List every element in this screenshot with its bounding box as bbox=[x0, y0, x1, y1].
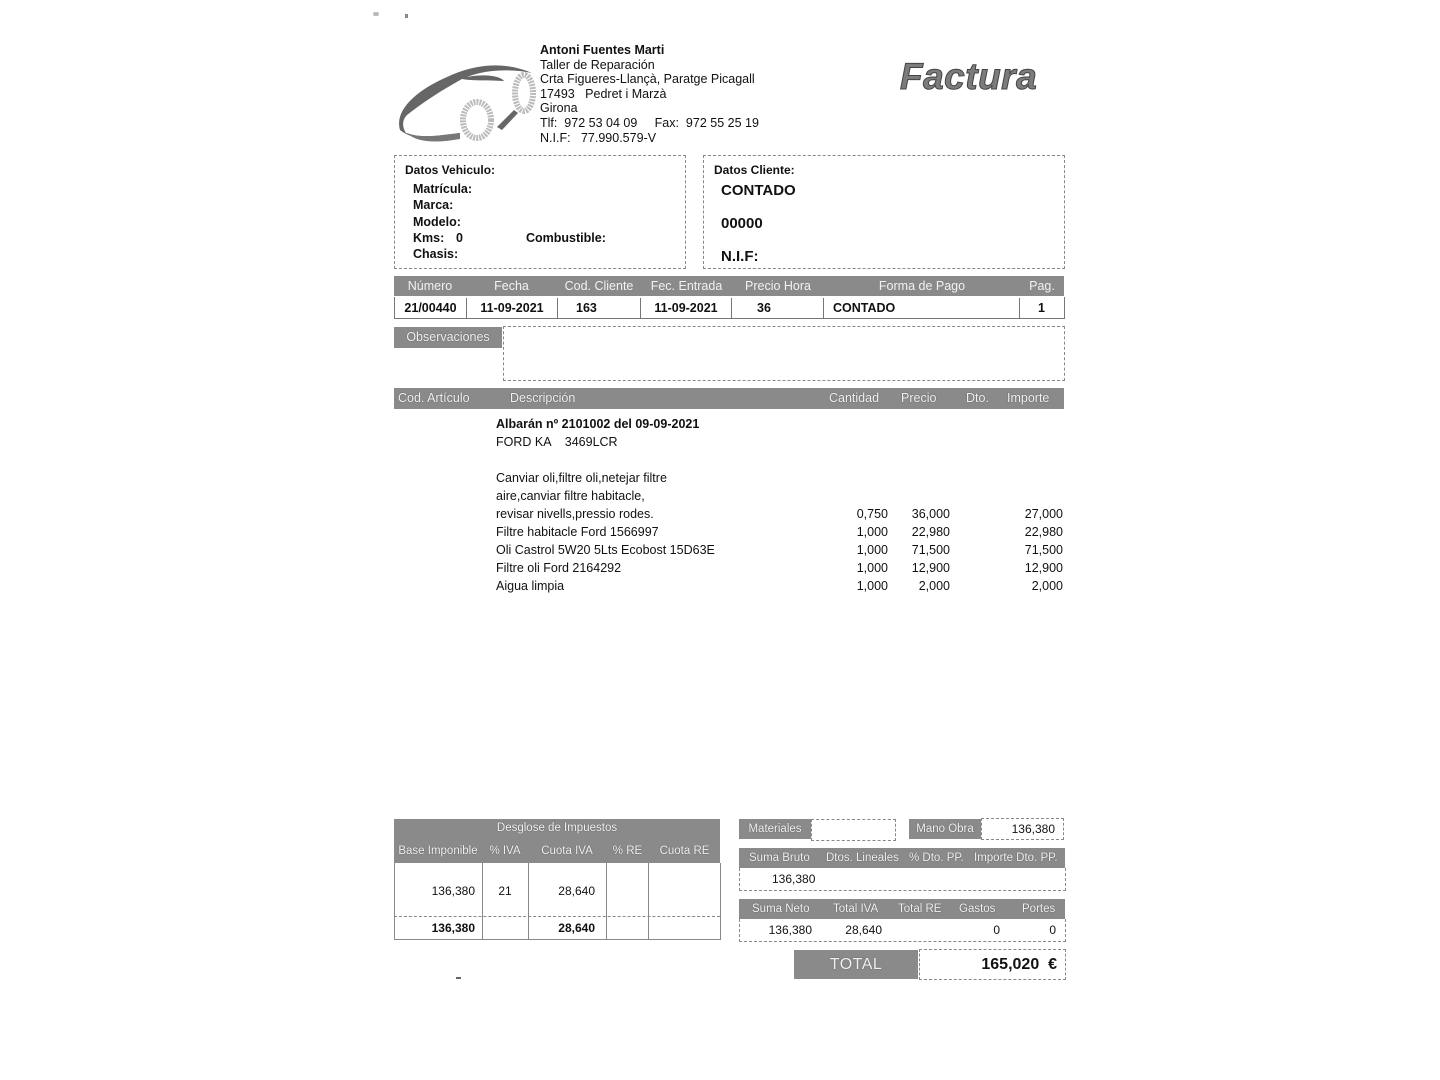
tax-pct-iva: 21 bbox=[498, 884, 512, 898]
value-precio-hora: 36 bbox=[732, 298, 824, 319]
neto-header bbox=[739, 899, 1065, 919]
client-name: CONTADO bbox=[721, 182, 796, 199]
value-cod-cliente: 163 bbox=[558, 298, 641, 319]
observaciones-label: Observaciones bbox=[394, 327, 502, 348]
header-cuota-re: Cuota RE bbox=[659, 845, 710, 857]
item-importe: 71,500 bbox=[1024, 543, 1063, 557]
total-iva-value: 28,640 bbox=[845, 923, 882, 937]
item-precio: 12,900 bbox=[911, 561, 950, 575]
header-numero: Número bbox=[407, 279, 453, 293]
header-forma-pago: Forma de Pago bbox=[878, 279, 966, 293]
company-info bbox=[540, 43, 759, 145]
header-pct-iva: % IVA bbox=[489, 845, 521, 857]
item-precio: 22,980 bbox=[911, 525, 950, 539]
header-dtos-lineales: Dtos. Lineales bbox=[826, 852, 899, 864]
scan-speck bbox=[405, 14, 408, 18]
company-postal: 17493 Pedret i Marzà bbox=[540, 86, 667, 101]
header-pct-dto-pp: % Dto. PP. bbox=[909, 852, 964, 864]
company-name: Antoni Fuentes Marti bbox=[540, 43, 665, 57]
divider bbox=[394, 916, 720, 917]
item-importe: 12,900 bbox=[1024, 561, 1063, 575]
header-cuota-iva: Cuota IVA bbox=[541, 845, 593, 857]
total-value: 165,020 € bbox=[919, 949, 1066, 980]
item-cantidad: 1,000 bbox=[856, 579, 888, 593]
modelo-label: Modelo: bbox=[413, 215, 461, 229]
company-phones: Tlf: 972 53 04 09 Fax: 972 55 25 19 bbox=[540, 115, 759, 130]
header-fecha: Fecha bbox=[494, 279, 529, 293]
item-importe: 27,000 bbox=[1024, 507, 1063, 521]
kms-value: 0 bbox=[456, 231, 463, 245]
neto-values bbox=[739, 919, 1066, 942]
item-desc: Oli Castrol 5W20 5Lts Ecobost 15D63E bbox=[496, 543, 715, 557]
header-cod-articulo: Cod. Artículo bbox=[398, 391, 470, 405]
header-importe: Importe bbox=[1007, 391, 1050, 405]
item-precio: 2,000 bbox=[918, 579, 950, 593]
header-suma-neto: Suma Neto bbox=[752, 903, 810, 915]
value-pag: 1 bbox=[1038, 301, 1045, 315]
kms-label: Kms: bbox=[413, 231, 445, 245]
mano-obra-value: 136,380 bbox=[981, 818, 1064, 840]
header-pag: Pag. bbox=[1029, 279, 1055, 293]
bruto-header bbox=[739, 848, 1065, 868]
observaciones-field bbox=[503, 326, 1065, 381]
client-box bbox=[703, 155, 1065, 269]
suma-neto-value: 136,380 bbox=[768, 923, 812, 937]
gastos-value: 0 bbox=[993, 923, 1000, 937]
item-precio: 36,000 bbox=[911, 507, 950, 521]
header-dto: Dto. bbox=[966, 391, 989, 405]
item-cantidad: 1,000 bbox=[856, 561, 888, 575]
item-precio: 71,500 bbox=[911, 543, 950, 557]
header-importe-dto-pp: Importe Dto. PP. bbox=[974, 852, 1058, 864]
item-cantidad: 0,750 bbox=[856, 507, 888, 521]
client-heading: Datos Cliente: bbox=[714, 163, 795, 177]
company-subtitle: Taller de Reparación bbox=[540, 57, 655, 72]
total-label: TOTAL bbox=[794, 950, 918, 979]
header-suma-bruto: Suma Bruto bbox=[749, 852, 810, 864]
value-fecha: 11-09-2021 bbox=[467, 298, 558, 319]
car-logo-icon bbox=[392, 55, 542, 147]
divider bbox=[606, 863, 607, 940]
taxes-header bbox=[394, 819, 720, 863]
matricula-label: Matrícula: bbox=[413, 182, 473, 196]
mano-obra-label: Mano Obra bbox=[909, 819, 981, 839]
materiales-label: Materiales bbox=[739, 819, 811, 839]
vehicle-box bbox=[394, 155, 686, 269]
albaran-line: Albarán nº 2101002 del 09-09-2021 bbox=[496, 417, 700, 431]
value-numero: 21/00440 bbox=[395, 298, 467, 319]
vehicle-heading: Datos Vehiculo: bbox=[405, 163, 496, 177]
company-address: Crta Figueres-Llançà, Paratge Picagall bbox=[540, 72, 755, 87]
header-cod-cliente: Cod. Cliente bbox=[564, 279, 634, 293]
marca-label: Marca: bbox=[413, 198, 454, 212]
header-cantidad: Cantidad bbox=[829, 391, 880, 405]
portes-value: 0 bbox=[1049, 923, 1056, 937]
client-code: 00000 bbox=[721, 215, 763, 232]
header-total-re: Total RE bbox=[898, 903, 942, 915]
item-cantidad: 1,000 bbox=[856, 525, 888, 539]
item-desc: Canviar oli,filtre oli,netejar filtre bbox=[496, 471, 667, 485]
scan-speck bbox=[456, 977, 461, 979]
item-desc: Aigua limpia bbox=[496, 579, 565, 593]
item-desc: revisar nivells,pressio rodes. bbox=[496, 507, 654, 521]
company-nif: N.I.F: 77.990.579-V bbox=[540, 130, 657, 145]
header-gastos: Gastos bbox=[959, 903, 996, 915]
tax-cuota-iva-total: 28,640 bbox=[558, 921, 595, 935]
header-base-imponible: Base Imponible bbox=[398, 845, 478, 857]
tax-cuota-iva: 28,640 bbox=[558, 884, 595, 898]
header-precio: Precio bbox=[901, 391, 937, 405]
suma-bruto-value: 136,380 bbox=[772, 872, 816, 886]
bruto-values bbox=[739, 868, 1066, 891]
header-descripcion: Descripción bbox=[510, 391, 576, 405]
item-desc: Filtre oli Ford 2164292 bbox=[496, 561, 622, 575]
chasis-label: Chasis: bbox=[413, 247, 459, 261]
value-fec-entrada: 11-09-2021 bbox=[641, 298, 732, 319]
item-desc: Filtre habitacle Ford 1566997 bbox=[496, 525, 659, 539]
scan-speck bbox=[373, 12, 379, 16]
materiales-value bbox=[811, 819, 896, 841]
value-forma-pago: CONTADO bbox=[824, 298, 1020, 319]
items-header bbox=[394, 388, 1064, 409]
divider bbox=[482, 863, 483, 940]
tax-base: 136,380 bbox=[431, 884, 475, 898]
divider bbox=[648, 863, 649, 940]
item-importe: 2,000 bbox=[1031, 579, 1063, 593]
vehicle-line: FORD KA 3469LCR bbox=[496, 435, 618, 449]
header-total-iva: Total IVA bbox=[833, 903, 879, 915]
header-portes: Portes bbox=[1022, 903, 1056, 915]
combustible-label: Combustible: bbox=[526, 231, 606, 245]
divider bbox=[528, 863, 529, 940]
taxes-title: Desglose de Impuestos bbox=[496, 822, 618, 834]
client-nif-label: N.I.F: bbox=[721, 248, 759, 265]
header-pct-re: % RE bbox=[612, 845, 643, 857]
header-fec-entrada: Fec. Entrada bbox=[650, 279, 723, 293]
header-precio-hora: Precio Hora bbox=[745, 279, 811, 293]
item-desc: aire,canviar filtre habitacle, bbox=[496, 489, 645, 503]
item-importe: 22,980 bbox=[1024, 525, 1063, 539]
item-cantidad: 1,000 bbox=[856, 543, 888, 557]
company-province: Girona bbox=[540, 101, 578, 116]
document-title: Factura bbox=[900, 56, 1038, 97]
tax-base-total: 136,380 bbox=[431, 921, 475, 935]
